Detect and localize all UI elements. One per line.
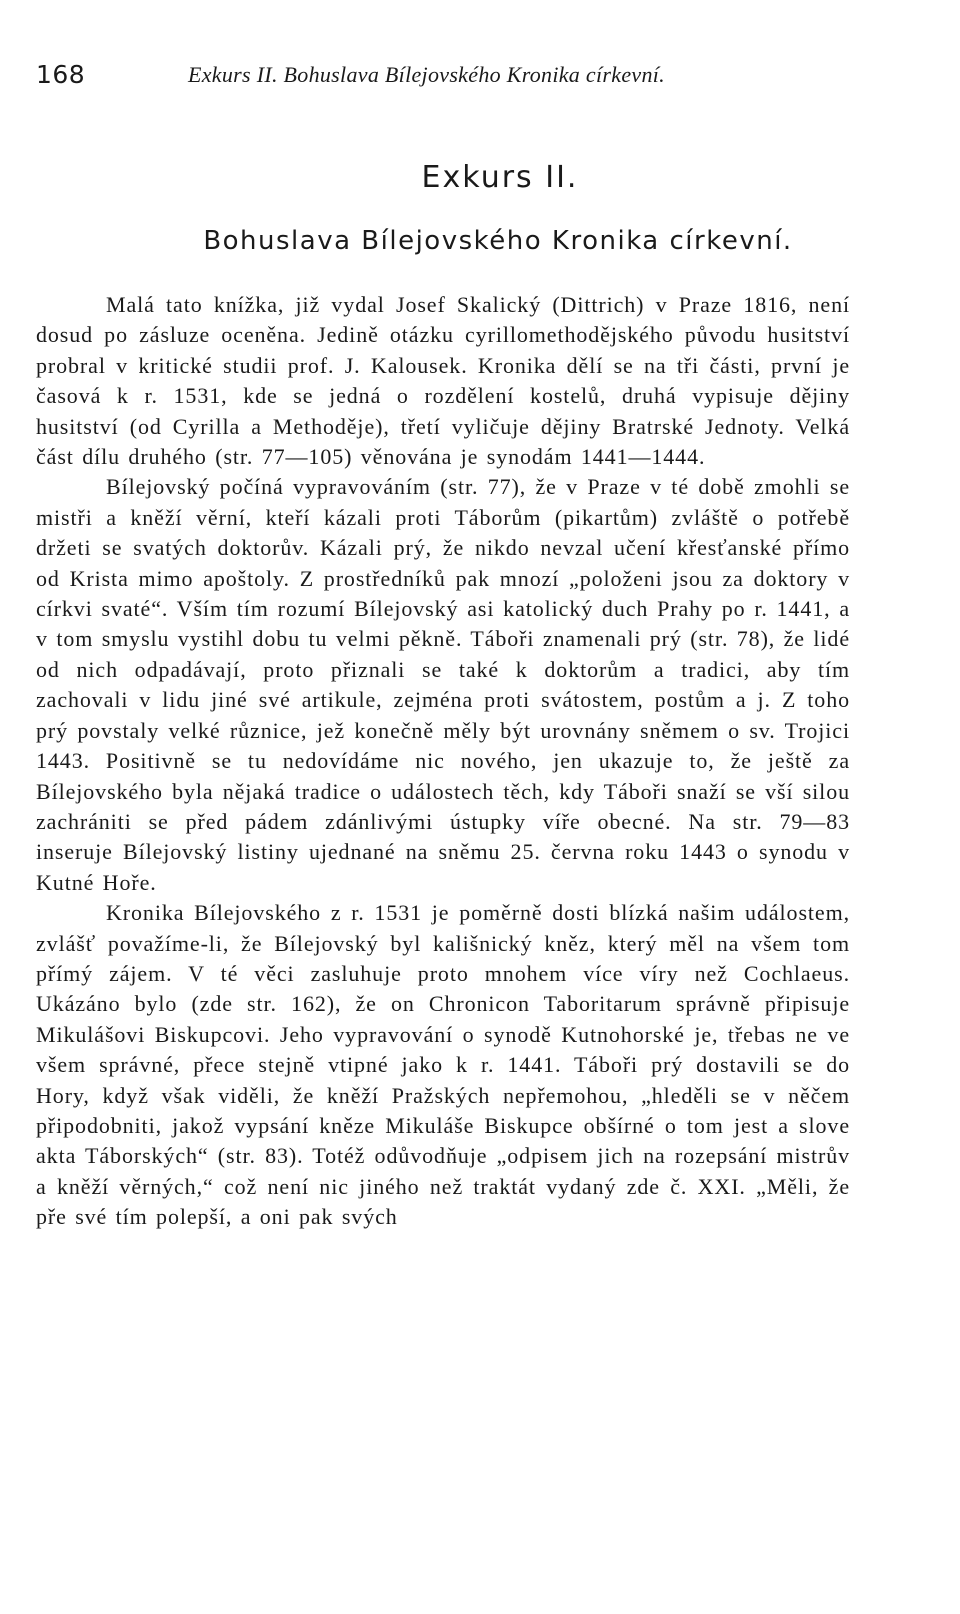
running-head xyxy=(36,60,896,100)
chapter-subheading: Bohuslava Bílejovského Kronika církevní. xyxy=(203,226,793,256)
paragraph: Kronika Bílejovského z r. 1531 je poměrně dosti blízká našim událostem, zvlášť považíme-li, že Bílejovský byl kališnický kněz, který měl na všem tom přímý zájem. V té věci zasluhuje proto mnohem více víry než Cochlaeus. Ukázáno bylo (zde str. 162), že on Chronicon Taboritarum správně připisuje Mikulášovi Biskupcovi. Jeho vypravování o synodě Kutnohorské je, třebas ne ve všem správné, přece stejně vtipné jako k r. 1441. Táboři prý dostavili se do Hory, když však viděli, že kněží Pražských nepřemohou, „hleděli se v něčem připodobniti, jakož vypsání kněze Mikuláše Biskupce obšírné o tom jest a slove akta Táborských“ (str. 83). Totéž odůvodňuje „odpisem jich na rozepsání mistrův a kněží věrných,“ což není nic jiného než traktát vydaný zde č. XXI. „Měli, že pře své tím polepší, a oni pak svých xyxy=(36,900,850,1230)
running-title: Exkurs II. Bohuslava Bílejovského Kronika církevní. xyxy=(188,62,665,87)
paragraph: Bílejovský počíná vypravováním (str. 77), že v Praze v té době zmohli se mistři a kněží věrní, kteří kázali proti Táborům (pikartům) zvláště o potřebě držeti se svatých doktorův. Kázali prý, že nikdo nevzal učení křesťanské přímo od Krista mimo apoštoly. Z prostředníků pak mnozí „položeni jsou za doktory v církvi svaté“. Vším tím rozumí Bílejovský asi katolický duch Prahy po r. 1441, a v tom smyslu vystihl dobu tu velmi pěkně. Táboři znamenali prý (str. 78), že lidé od nich odpadávají, proto přiznali se také k doktorům a tradici, aby tím zachovali v lidu jiné své artikule, zejména proti svátostem, postům a j. Z toho prý povstaly velké různice, jež konečně měly být urovnány sněmem o sv. Trojici 1443. Positivně se tu nedovídáme nic nového, jen ukazuje to, že ještě za Bílejovského byla nějaká tradice o událostech těch, kdy Táboři snaží se vší silou zachrániti se před pádem zdánlivými ústupky víře obecné. Na str. 79—83 inseruje Bílejovský listiny ujednané na sněmu 25. června roku 1443 o synodu v Kutné Hoře. xyxy=(36,474,850,895)
body-text xyxy=(36,290,850,1233)
chapter-heading: Exkurs II. xyxy=(421,160,579,195)
paragraph: Malá tato knížka, již vydal Josef Skalický (Dittrich) v Praze 1816, není dosud po zásluze oceněna. Jedině otázku cyrillomethodějského původu husitství probral v kritické studii prof. J. Kalousek. Kronika dělí se na tři části, první je časová k r. 1531, kde se jedná o rozdělení kostelů, druhá vypisuje dějiny husitství (od Cyrilla a Methoděje), třetí vyličuje dějiny Bratrské Jednoty. Velká část dílu druhého (str. 77—105) věnována je synodám 1441—1444. xyxy=(36,292,850,470)
page-number: 168 xyxy=(36,60,86,89)
